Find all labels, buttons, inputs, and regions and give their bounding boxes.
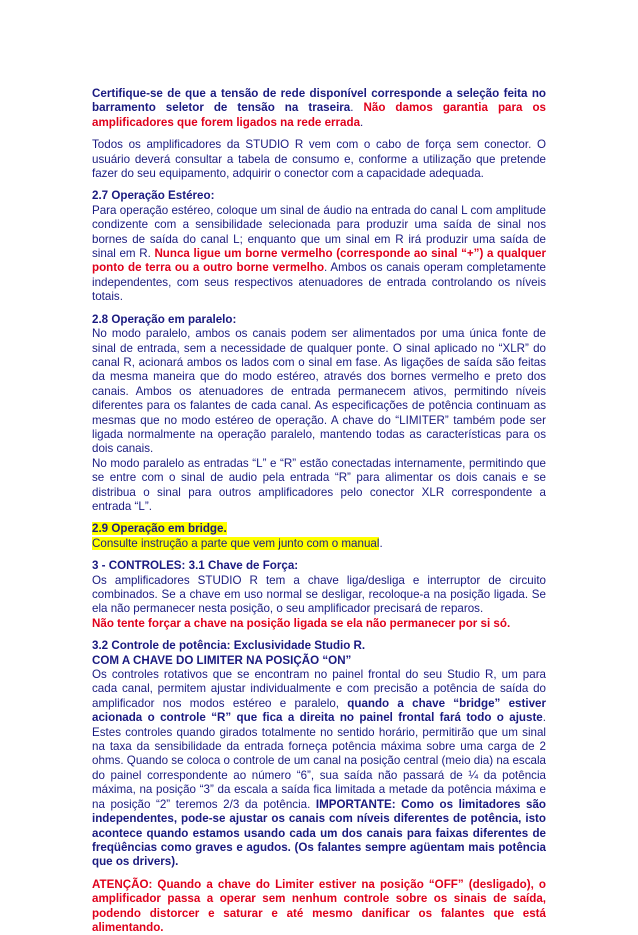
voltage-notice-text: Certifique-se de que a tensão de rede disponível corresponde a seleção feita no barramento seletor de tensão na traseira — [92, 87, 546, 115]
section-2-8 — [92, 313, 546, 515]
section-2-7-warning: Nunca ligue um borne vermelho (corresponde ao sinal “+”) a qualquer ponto de terra ou a outro borne vermelho — [92, 247, 546, 275]
section-3-2-heading: 3.2 Controle de potência: Exclusividade Studio R. — [92, 639, 366, 653]
section-3-2-subheading: COM A CHAVE DO LIMITER NA POSIÇÃO “ON” — [92, 653, 352, 667]
section-2-7 — [92, 189, 546, 304]
section-2-9: 2.9 Operação em bridge. Consulte instrução a parte que vem junto com o manual. — [92, 522, 383, 550]
section-2-7-text: Para operação estéreo, coloque um sinal de áudio na entrada do canal L com amplitude condizente com a sensibilidade selecionada para produzir uma saída de sinal nos bornes de saída do canal L; enquanto que um sinal em R irá produzir uma saída de sinal em R. — [92, 203, 546, 261]
section-2-8-text: No modo paralelo, ambos os canais podem ser alimentados por uma única fonte de sinal de entrada, sem a necessidade de qualquer ponte. O sinal aplicado no “XLR” do canal R, acionará ambos os lados com o sinal em fase. As ligações de saída são feitas da mesma maneira que do modo estéreo, através dos bornes vermelho e preto dos canais. Ambos os atenuadores de entrada permanecem ativos, permitindo níveis diferentes para os falantes de cada canal. As especificações de potência continuam as mesmas que no modo estéreo de operação. A chave do “LIMITER” também pode ser ligada normalmente na operação paralelo, mantendo todas as características para os dois canais. — [92, 327, 546, 456]
section-3-1-text: Os amplificadores STUDIO R tem a chave liga/desliga e interruptor de circuito combinados. Se a chave em uso normal se desligar, recoloque-a na posição ligada. Se ela não permanecer nesta posição, o seu amplificador precisará de reparos. — [92, 573, 546, 616]
section-2-9-text: Consulte instrução a parte que vem junto com o manual — [92, 536, 380, 550]
section-2-7-heading: 2.7 Operação Estéreo: — [92, 189, 215, 203]
section-2-7-text-end: . Ambos os canais operam completamente independentes, com seus respectivos atenuadores de entrada controlando os níveis totais. — [92, 261, 547, 304]
section-2-9-heading: 2.9 Operação em bridge. — [92, 522, 227, 536]
voltage-notice: Certifique-se de que a tensão de rede disponível corresponde a seleção feita no barramento seletor de tensão na traseira. Não damos garantia para os amplificadores que forem ligados na rede errada. — [92, 87, 546, 129]
section-3-1 — [92, 559, 546, 631]
section-3-1-warning: Não tente forçar a chave na posição ligada se ela não permanecer por si só. — [92, 616, 511, 630]
power-cord-paragraph: Todos os amplificadores da STUDIO R vem com o cabo de força sem conector. O usuário deverá consultar a tabela de consumo e, conforme a utilização que pretende fazer do seu equipamento, adquirir o conector com a capacidade adequada. — [92, 138, 546, 181]
section-3-2-text: Os controles rotativos que se encontram no painel frontal do seu Studio R, um para cada canal, permitem ajustar individualmente e com precisão a potência de saída do amplificador nos modos estéreo e paralelo, — [92, 668, 546, 710]
section-3-1-heading: 3 - CONTROLES: 3.1 Chave de Força: — [92, 559, 299, 573]
voltage-warranty-warning: Não damos garantia para os amplificadores que forem ligados na rede errada — [92, 101, 546, 129]
section-2-8-heading: 2.8 Operação em paralelo: — [92, 312, 237, 326]
limiter-off-warning: ATENÇÃO: Quando a chave do Limiter estiver na posição “OFF” (desligado), o amplificador passa a operar sem nenhum controle sobre os sinais de saída, podendo distorcer e saturar e até mesmo danificar os falantes que está alimentando. — [92, 877, 546, 934]
section-3-2-important-note: IMPORTANTE: Como os limitadores são independentes, pode-se ajustar os canais com níveis diferentes de potência, isto acontece quando estamos usando cada um dos canais para faixas diferentes de freqüências como graves e agudos. (Os falantes sempre agüentam mais potência que os drivers). — [92, 797, 546, 869]
section-3-2 — [92, 639, 546, 870]
section-3-2-bridge-note: quando a chave “bridge” estiver acionada o controle “R” que fica a direita no painel frontal fará todo o ajuste — [92, 696, 546, 725]
section-3-2-text-2: . Estes controles quando girados totalmente no sentido horário, permitirão que um sinal na taxa da sensibilidade da entrada forneça potência máxima sobre uma carga de 2 ohms. Quando se coloca o controle de um canal na posição central (meio dia) na escala do painel correspondente ao número “6”, sua saída não passará de ¼ da potência máxima, na posição “3” da escala a saída fica limitada a metade da potência máxima e na posição “2” teremos 2/3 da potência. — [92, 711, 546, 811]
section-2-8-text-2: No modo paralelo as entradas “L” e “R” estão conectadas internamente, permitindo que se entre com o sinal de audio pela entrada “R” para alimentar os dois canais e se distribua o sinal para outros amplificadores pelo conector XLR correspondente a entrada “L”. — [92, 456, 546, 513]
